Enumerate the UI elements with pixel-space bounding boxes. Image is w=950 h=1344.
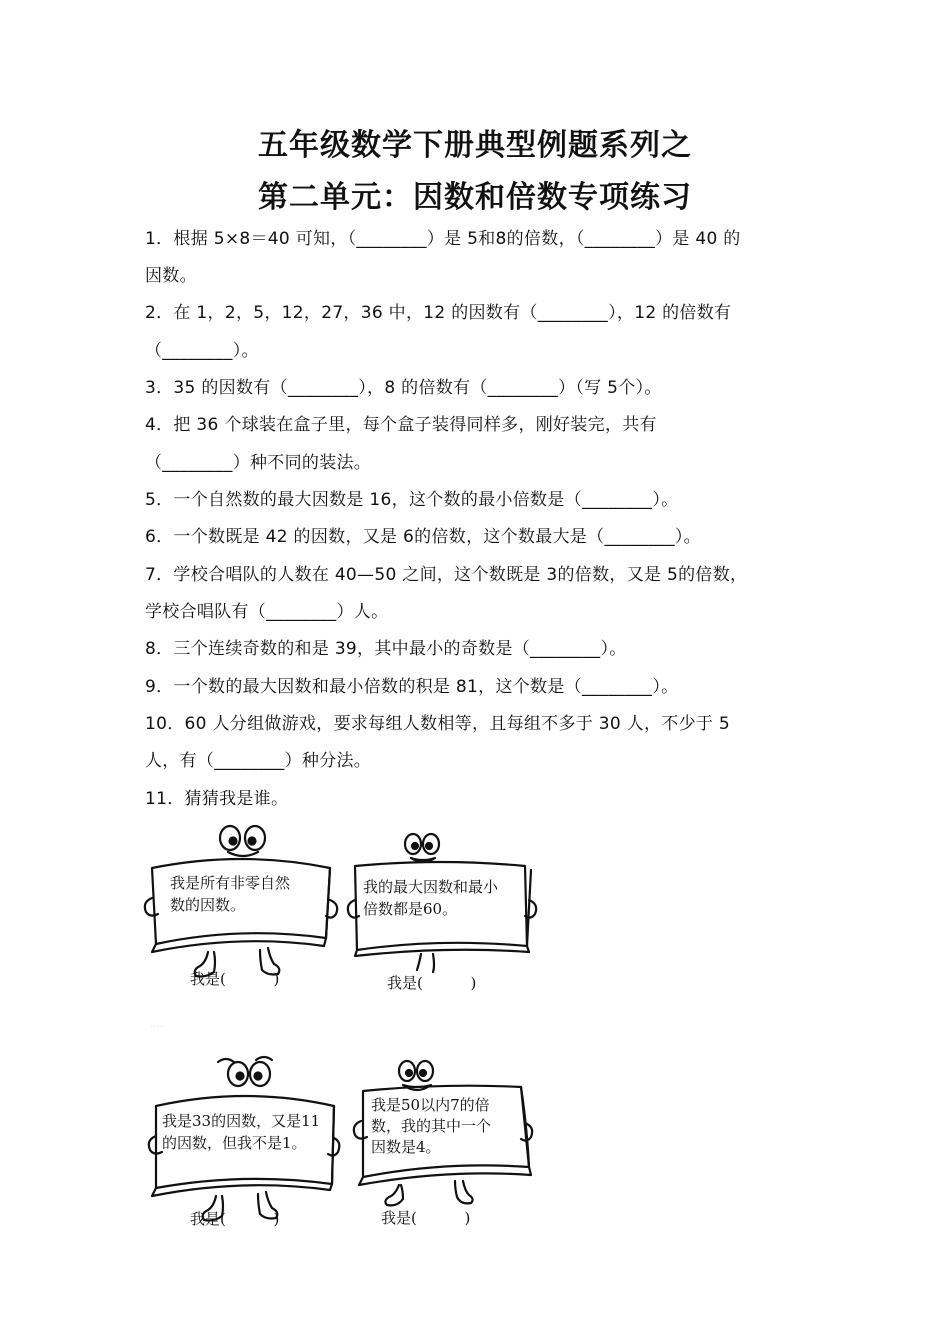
card-2-text-line-1: 我的最大因数和最小 (363, 878, 499, 896)
question-10-line-2: 人，有（________）种分法。 (145, 751, 372, 771)
card-4-text-line-3: 因数是4。 (371, 1138, 441, 1156)
question-2-line-2: （________）。 (145, 341, 259, 361)
card-4-text-line-1: 我是50以内7的倍 (371, 1096, 490, 1114)
card-4-text-line-2: 数，我的其中一个 (371, 1117, 492, 1135)
question-5: 5．一个自然数的最大因数是 16，这个数的最小倍数是（________）。 (145, 490, 679, 510)
question-1-line-2: 因数。 (145, 266, 197, 286)
card-3-text-line-1: 我是33的因数，又是11 (162, 1112, 321, 1130)
question-9: 9．一个数的最大因数和最小倍数的积是 81，这个数是（________）。 (145, 677, 679, 697)
card-3-text-line-2: 的因数，但我不是1。 (162, 1134, 307, 1152)
question-1-line-1: 1．根据 5×8＝40 可知，（________）是 5和8的倍数，（________）是 40 的 (145, 229, 741, 249)
question-2-line-1: 2．在 1，2，5，12，27，36 中，12 的因数有（________），12 的倍数有 (145, 303, 732, 323)
question-4-line-2: （________）种不同的装法。 (145, 453, 372, 473)
card-4-answer: 我是( ) (381, 1209, 471, 1227)
question-11: 11．猜猜我是谁。 (145, 789, 289, 809)
card-3-answer: 我是( ) (190, 1210, 280, 1228)
riddle-card-1 (140, 820, 340, 995)
card-1-answer: 我是( ) (190, 970, 280, 988)
card-2-answer: 我是( ) (387, 974, 477, 992)
card-1-text-line-2: 数的因数。 (170, 896, 246, 914)
question-10-line-1: 10．60 人分组做游戏，要求每组人数相等，且每组不多于 30 人，不少于 5 (145, 714, 731, 734)
card-2-text-line-2: 倍数都是60。 (363, 900, 458, 918)
question-3: 3．35 的因数有（________），8 的倍数有（________）（写 5个）。 (145, 378, 662, 398)
riddle-card-3 (140, 1052, 340, 1232)
riddle-card-2 (345, 830, 545, 1000)
page-subtitle: 第二单元：因数和倍数专项练习 (258, 180, 692, 215)
question-7-line-2: 学校合唱队有（________）人。 (145, 602, 389, 622)
question-6: 6．一个数既是 42 的因数，又是 6的倍数，这个数最大是（________）。 (145, 527, 701, 547)
question-4-line-1: 4．把 36 个球装在盒子里，每个盒子装得同样多，刚好装完，共有 (145, 415, 657, 435)
riddle-card-4 (345, 1055, 545, 1235)
page-title: 五年级数学下册典型例题系列之 (258, 128, 692, 163)
watermark: ····· (150, 1022, 166, 1033)
question-8: 8．三个连续奇数的和是 39，其中最小的奇数是（________）。 (145, 639, 627, 659)
question-7-line-1: 7．学校合唱队的人数在 40—50 之间，这个数既是 3的倍数，又是 5的倍数， (145, 565, 748, 585)
card-1-text-line-1: 我是所有非零自然 (170, 874, 291, 892)
